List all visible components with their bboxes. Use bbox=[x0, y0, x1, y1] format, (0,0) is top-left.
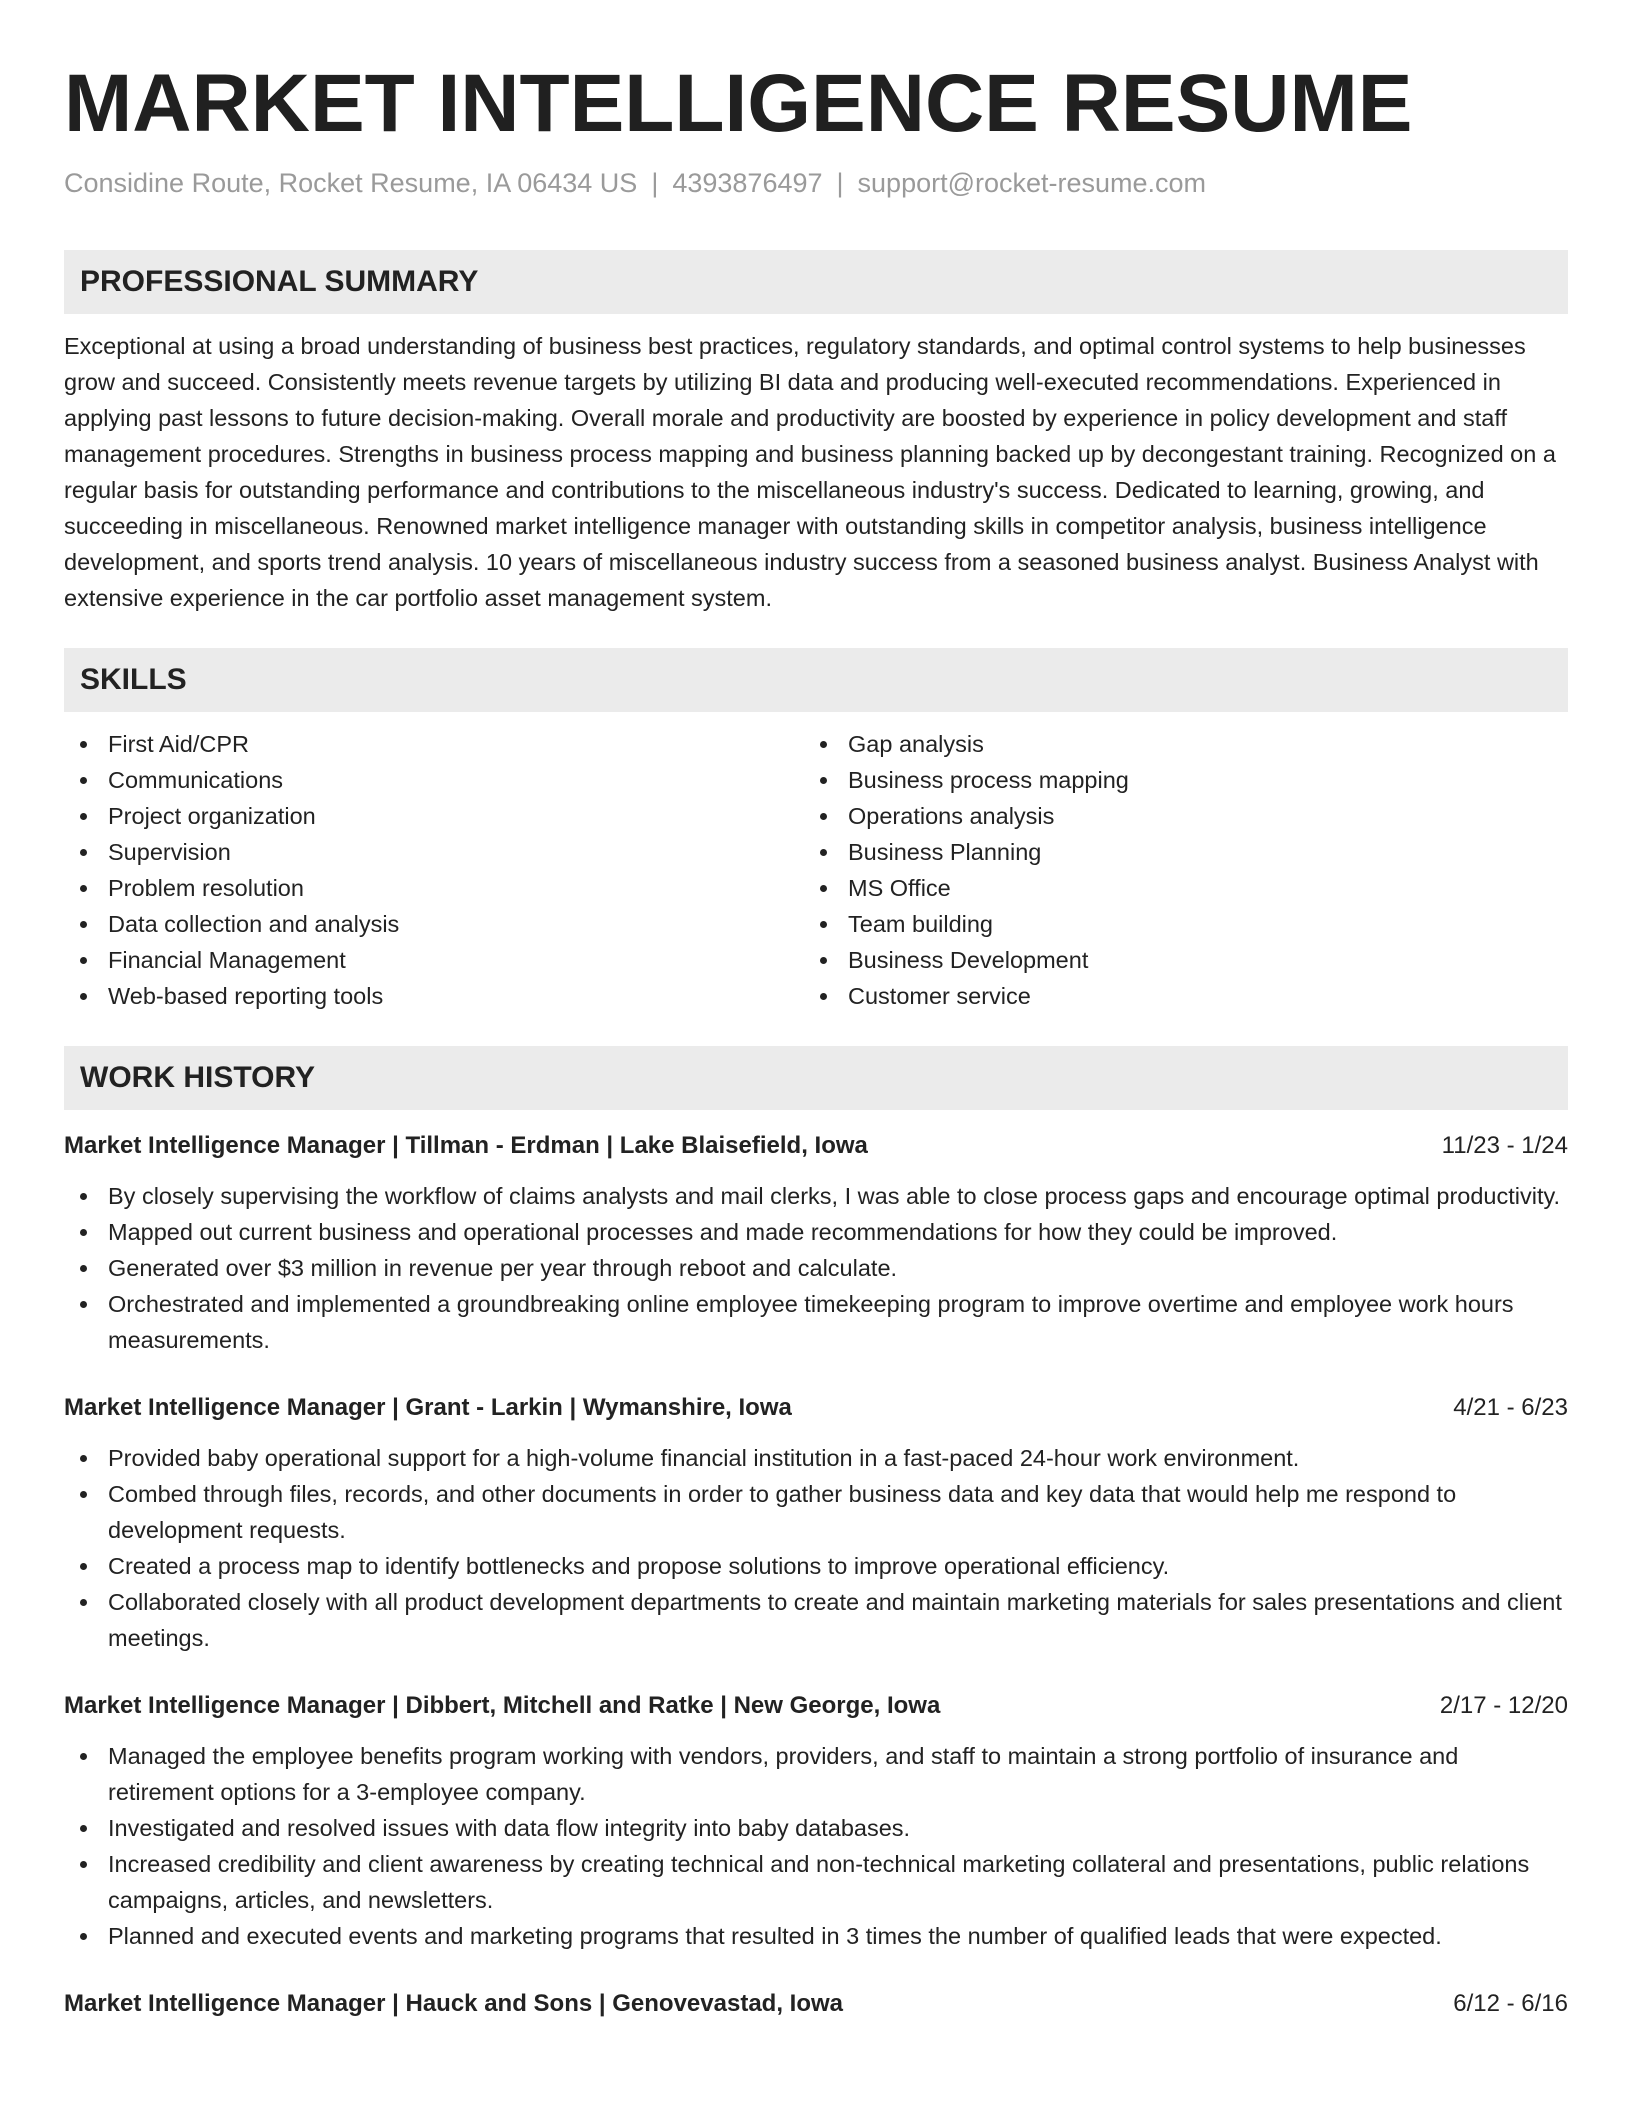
job-header bbox=[64, 1986, 1568, 2022]
contact-separator: | bbox=[651, 168, 659, 198]
skill-item: Problem resolution bbox=[64, 870, 804, 906]
skill-item: Business Development bbox=[804, 942, 1544, 978]
job-header bbox=[64, 1390, 1568, 1426]
skill-item: Project organization bbox=[64, 798, 804, 834]
skill-item: Web-based reporting tools bbox=[64, 978, 804, 1014]
job-entry bbox=[64, 1390, 1568, 1656]
skill-item: MS Office bbox=[804, 870, 1544, 906]
summary-text: Exceptional at using a broad understanding of business best practices, regulatory standards, and optimal control systems to help businesses grow and succeed. Consistently meets revenue targets by utilizing BI data and producing well-executed recommendations. Experienced in applying past lessons to future decision-making. Overall morale and productivity are boosted by experience in policy development and staff management procedures. Strengths in business process mapping and business planning backed up by decongestant training. Recognized on a regular basis for outstanding performance and contributions to the miscellaneous industry's success. Dedicated to learning, growing, and succeeding in miscellaneous. Renowned market intelligence manager with outstanding skills in competitor analysis, business intelligence development, and sports trend analysis. 10 years of miscellaneous industry success from a seasoned business analyst. Business Analyst with extensive experience in the car portfolio asset management system. bbox=[64, 333, 1556, 611]
section-heading-skills: SKILLS bbox=[64, 648, 1568, 712]
job-bullet: Planned and executed events and marketing programs that resulted in 3 times the number of qualified leads that were expected. bbox=[64, 1918, 1568, 1954]
skill-item: Data collection and analysis bbox=[64, 906, 804, 942]
skill-item: Supervision bbox=[64, 834, 804, 870]
job-title: Market Intelligence Manager | Grant - Larkin | Wymanshire, Iowa bbox=[64, 1394, 792, 1421]
job-entry bbox=[64, 1128, 1568, 1358]
job-bullet: Mapped out current business and operational processes and made recommendations for how they could be improved. bbox=[64, 1214, 1568, 1250]
job-title: Market Intelligence Manager | Tillman - Erdman | Lake Blaisefield, Iowa bbox=[64, 1132, 868, 1159]
job-bullet: Orchestrated and implemented a groundbreaking online employee timekeeping program to improve overtime and employee work hours measurements. bbox=[64, 1286, 1568, 1358]
skill-item: Financial Management bbox=[64, 942, 804, 978]
job-bullets bbox=[64, 1178, 1568, 1358]
skills-list bbox=[64, 726, 1568, 1014]
skill-item: Communications bbox=[64, 762, 804, 798]
contact-address: Considine Route, Rocket Resume, IA 06434 US bbox=[64, 168, 638, 198]
skills-column-left bbox=[64, 726, 804, 1014]
resume-title: MARKET INTELLIGENCE RESUME bbox=[64, 58, 1413, 149]
skill-item: Gap analysis bbox=[804, 726, 1544, 762]
job-bullet: By closely supervising the workflow of claims analysts and mail clerks, I was able to close process gaps and encourage optimal productivity. bbox=[64, 1178, 1568, 1214]
job-bullet: Created a process map to identify bottlenecks and propose solutions to improve operational efficiency. bbox=[64, 1548, 1568, 1584]
skill-item: Team building bbox=[804, 906, 1544, 942]
job-header bbox=[64, 1688, 1568, 1724]
job-title: Market Intelligence Manager | Hauck and Sons | Genovevastad, Iowa bbox=[64, 1990, 844, 2017]
skill-item: Operations analysis bbox=[804, 798, 1544, 834]
job-bullet: Investigated and resolved issues with data flow integrity into baby databases. bbox=[64, 1810, 1568, 1846]
contact-phone[interactable]: 4393876497 bbox=[672, 168, 823, 198]
contact-separator: | bbox=[836, 168, 844, 198]
job-bullets bbox=[64, 1738, 1568, 1954]
job-bullet: Combed through files, records, and other documents in order to gather business data and key data that would help me respond to development requests. bbox=[64, 1476, 1568, 1548]
job-bullet: Increased credibility and client awareness by creating technical and non-technical marketing collateral and presentations, public relations campaigns, articles, and newsletters. bbox=[64, 1846, 1568, 1918]
section-heading-work-history: WORK HISTORY bbox=[64, 1046, 1568, 1110]
job-entry bbox=[64, 1986, 1568, 2022]
skill-item: Business Planning bbox=[804, 834, 1544, 870]
section-heading-summary: PROFESSIONAL SUMMARY bbox=[64, 250, 1568, 314]
job-entry bbox=[64, 1688, 1568, 1954]
skill-item: Customer service bbox=[804, 978, 1544, 1014]
job-dates: 6/12 - 6/16 bbox=[1453, 1990, 1568, 2017]
job-bullet: Collaborated closely with all product development departments to create and maintain marketing materials for sales presentations and client meetings. bbox=[64, 1584, 1568, 1656]
job-bullets bbox=[64, 1440, 1568, 1656]
job-dates: 4/21 - 6/23 bbox=[1453, 1394, 1568, 1421]
job-dates: 11/23 - 1/24 bbox=[1441, 1132, 1568, 1159]
contact-email[interactable]: support@rocket-resume.com bbox=[857, 168, 1207, 198]
job-bullet: Provided baby operational support for a high-volume financial institution in a fast-paced 24-hour work environment. bbox=[64, 1440, 1568, 1476]
job-header bbox=[64, 1128, 1568, 1164]
job-bullet: Generated over $3 million in revenue per year through reboot and calculate. bbox=[64, 1250, 1568, 1286]
skills-column-right bbox=[804, 726, 1544, 1014]
job-title: Market Intelligence Manager | Dibbert, Mitchell and Ratke | New George, Iowa bbox=[64, 1692, 941, 1719]
job-bullet: Managed the employee benefits program working with vendors, providers, and staff to maintain a strong portfolio of insurance and retirement options for a 3-employee company. bbox=[64, 1738, 1568, 1810]
skill-item: First Aid/CPR bbox=[64, 726, 804, 762]
job-dates: 2/17 - 12/20 bbox=[1439, 1692, 1568, 1719]
skill-item: Business process mapping bbox=[804, 762, 1544, 798]
contact-line bbox=[64, 166, 1568, 200]
